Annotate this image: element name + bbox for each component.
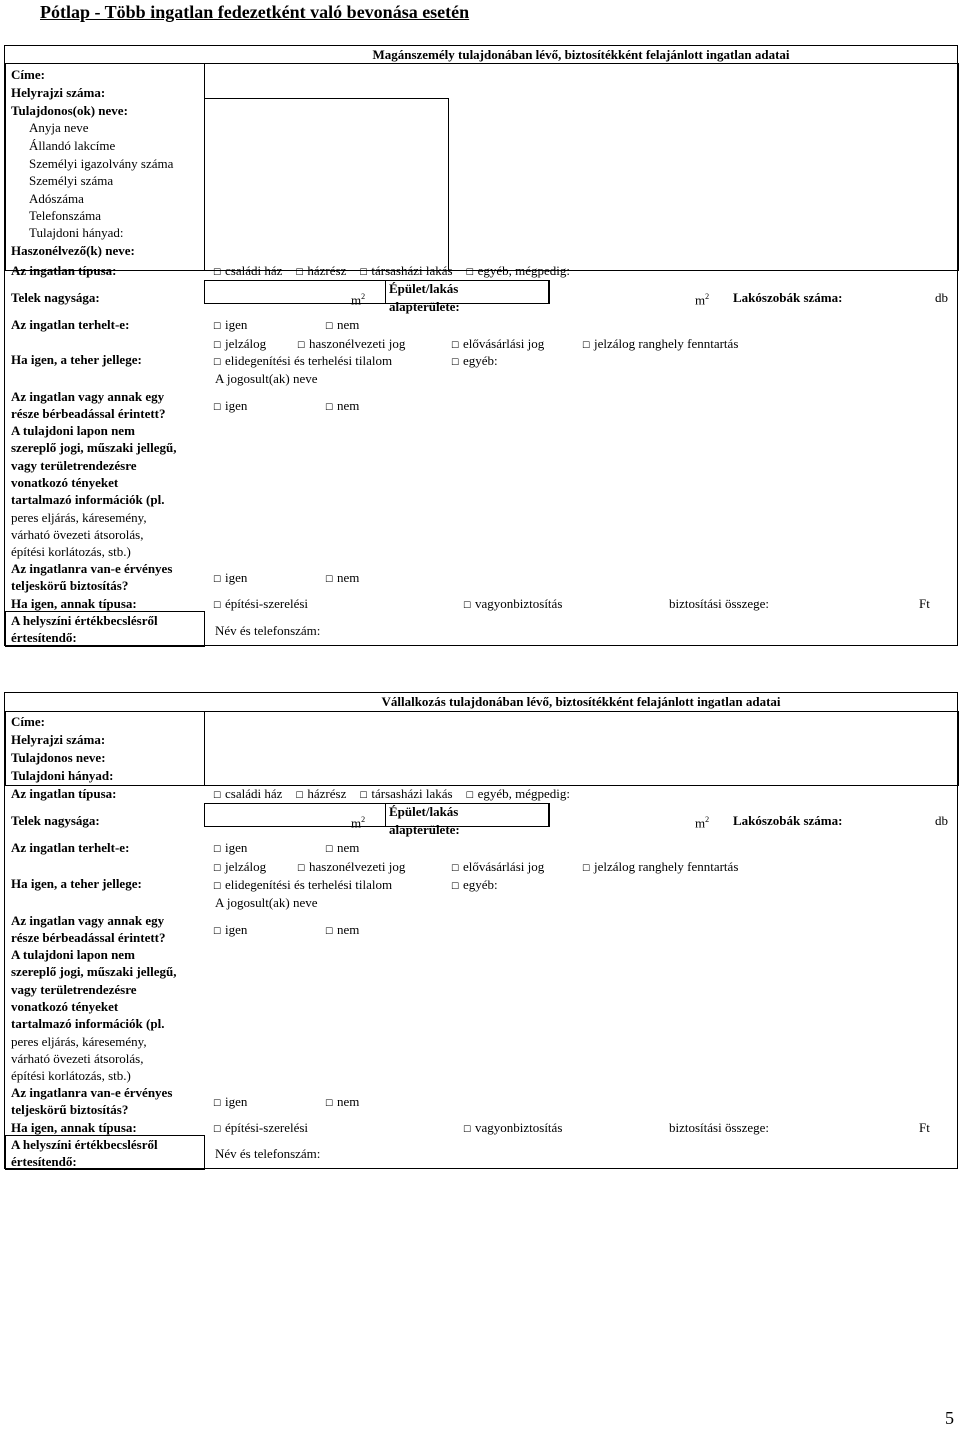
label-lakoszobak: Lakószobák száma:: [733, 290, 843, 305]
label-helyrajzi: Helyrajzi száma:: [11, 732, 106, 747]
checkbox-icon[interactable]: ☐: [359, 268, 368, 278]
label-szemelyi-szam: Személyi száma: [29, 173, 114, 188]
page-title: Pótlap - Több ingatlan fedezetként való bevonása esetén: [40, 2, 470, 22]
label-haszonelvezo: Haszonélvező(k) neve:: [11, 243, 135, 258]
label-berbeadas: része bérbeadással érintett?: [11, 930, 166, 945]
label-ertekbecsles: értesítendő:: [11, 1154, 77, 1169]
checkbox-icon[interactable]: ☐: [465, 268, 474, 278]
checkbox-icon[interactable]: ☐: [451, 341, 460, 351]
checkbox-icon[interactable]: ☐: [213, 1125, 222, 1135]
label-telek: Telek nagysága:: [11, 290, 100, 305]
checkbox-icon[interactable]: ☐: [297, 864, 306, 874]
label-terhelt: Az ingatlan terhelt-e:: [11, 317, 130, 332]
checkbox-icon[interactable]: ☐: [295, 268, 304, 278]
label-cime: Címe:: [11, 714, 45, 729]
checkbox-icon[interactable]: ☐: [213, 864, 222, 874]
checkbox-icon[interactable]: ☐: [213, 341, 222, 351]
label-biztositas: teljeskörű biztosítás?: [11, 578, 129, 593]
label-info: A tulajdoni lapon nem: [11, 947, 135, 962]
label-osszeg: biztosítási összege:: [669, 596, 770, 611]
checkbox-icon[interactable]: ☐: [325, 403, 334, 413]
label-anyja-neve: Anyja neve: [29, 120, 89, 135]
checkbox-icon[interactable]: ☐: [582, 341, 591, 351]
label-jogosult: A jogosult(ak) neve: [215, 895, 318, 910]
label-epulet: Épület/lakás: [389, 281, 459, 296]
checkbox-icon[interactable]: ☐: [213, 1099, 222, 1109]
label-cime: Címe:: [11, 67, 45, 82]
checkbox-icon[interactable]: ☐: [325, 322, 334, 332]
checkbox-icon[interactable]: ☐: [465, 791, 474, 801]
checkbox-icon[interactable]: ☐: [582, 864, 591, 874]
section-header: Magánszemély tulajdonában lévő, biztosítékként felajánlott ingatlan adatai: [372, 47, 790, 62]
label-teher: Ha igen, a teher jellege:: [11, 352, 142, 367]
checkbox-icon[interactable]: ☐: [451, 882, 460, 892]
checkbox-icon[interactable]: ☐: [213, 791, 222, 801]
checkbox-icon[interactable]: ☐: [213, 882, 222, 892]
checkbox-icon[interactable]: ☐: [451, 864, 460, 874]
label-ertekbecsles: értesítendő:: [11, 630, 77, 645]
checkbox-icon[interactable]: ☐: [325, 1099, 334, 1109]
label-tulajdonos: Tulajdonos(ok) neve:: [11, 103, 128, 118]
checkbox-icon[interactable]: ☐: [325, 575, 334, 585]
label-szig: Személyi igazolvány száma: [29, 156, 174, 171]
label-tipus: Az ingatlan típusa:: [11, 263, 117, 278]
checkbox-icon[interactable]: ☐: [213, 268, 222, 278]
label-lakoszobak: Lakószobák száma:: [733, 813, 843, 828]
label-biztositas: teljeskörű biztosítás?: [11, 1102, 129, 1117]
checkbox-icon[interactable]: ☐: [213, 601, 222, 611]
label-nev-tel: Név és telefonszám:: [215, 1146, 321, 1161]
label-biz-tipus: Ha igen, annak típusa:: [11, 1120, 137, 1135]
label-tipus: Az ingatlan típusa:: [11, 786, 117, 801]
checkbox-icon[interactable]: ☐: [297, 341, 306, 351]
label-telefon: Telefonszáma: [29, 208, 101, 223]
type-options: ☐ családi ház ☐ házrész ☐ társasházi lakás ☐ egyéb, mégpedig:: [213, 785, 570, 805]
checkbox-icon[interactable]: ☐: [463, 1125, 472, 1135]
label-epulet: Épület/lakás: [389, 804, 459, 819]
label-biz-tipus: Ha igen, annak típusa:: [11, 596, 137, 611]
label-hanyad: Tulajdoni hányad:: [29, 225, 124, 240]
checkbox-icon[interactable]: ☐: [213, 358, 222, 368]
label-nev-tel: Név és telefonszám:: [215, 623, 321, 638]
section-header: Vállalkozás tulajdonában lévő, biztosítékként felajánlott ingatlan adatai: [381, 694, 781, 709]
business-property-section: Vállalkozás tulajdonában lévő, biztosítékként felajánlott ingatlan adatai Címe: Helyrajzi száma: Tulajdonos neve: Tulajdoni hányad: Az ingatlan típusa: ☐ családi ház ☐ házrész ☐ társasházi lakás ☐ egyéb, mégpedig: Telek nagysága: $m^2$ Épület/lakás alapterülete: $m^2$ Lakószobák száma: db Az ingatlan terhelt-e: ☐ igen ☐ nem Ha igen, a teher jellege: ☐ jelzálog ☐ haszonélvezeti jog ☐ elővásárlási jog ☐ jelzálog ranghely fenntartás ☐ elidegenítési és terhelési tilalom ☐ egyéb: A jogosult(ak) neve Az ingatlan vagy annak egy része bérbeadással érintett? ☐ igen ☐ nem A tulajdoni lapon nem szereplő jogi, műszaki jellegű, vagy területrendezésre vonatkozó tényeket tartalmazó információk (pl. peres eljárás, káresemény, várható övezeti átsorolás, építési korlátozás, stb.) Az ingatlanra van-e érvényes teljeskörű biztosítás? ☐ igen ☐ nem Ha igen, annak típusa: ☐ építési-szerelési ☐ vagyonbiztosítás biztosítási összege: Ft A helyszíni értékbecslésről értesítendő: Név és telefonszám:: [4, 692, 958, 1169]
label-terhelt: Az ingatlan terhelt-e:: [11, 840, 130, 855]
checkbox-icon[interactable]: ☐: [213, 403, 222, 413]
page-number: 5: [945, 1408, 954, 1428]
type-options: ☐ családi ház ☐ házrész ☐ társasházi lakás ☐ egyéb, mégpedig:: [213, 262, 570, 282]
checkbox-icon[interactable]: ☐: [359, 791, 368, 801]
label-adoszam: Adószáma: [29, 191, 84, 206]
label-berbeadas: része bérbeadással érintett?: [11, 406, 166, 421]
checkbox-icon[interactable]: ☐: [463, 601, 472, 611]
label-lakcim: Állandó lakcíme: [29, 138, 116, 153]
label-info: A tulajdoni lapon nem: [11, 423, 135, 438]
label-jogosult: A jogosult(ak) neve: [215, 371, 318, 386]
checkbox-icon[interactable]: ☐: [295, 791, 304, 801]
checkbox-icon[interactable]: ☐: [213, 927, 222, 937]
checkbox-icon[interactable]: ☐: [325, 927, 334, 937]
label-hanyad: Tulajdoni hányad:: [11, 768, 114, 783]
checkbox-icon[interactable]: ☐: [213, 845, 222, 855]
checkbox-icon[interactable]: ☐: [325, 845, 334, 855]
checkbox-icon[interactable]: ☐: [213, 575, 222, 585]
label-tulajdonos: Tulajdonos neve:: [11, 750, 106, 765]
checkbox-icon[interactable]: ☐: [213, 322, 222, 332]
label-telek: Telek nagysága:: [11, 813, 100, 828]
label-osszeg: biztosítási összege:: [669, 1120, 770, 1135]
private-property-section: Magánszemély tulajdonában lévő, biztosítékként felajánlott ingatlan adatai Címe: Helyrajzi száma: Tulajdonos(ok) neve: Anyja neve Állandó lakcíme Személyi igazolvány száma Személyi száma Adószáma Telefonszáma Tulajdoni hányad: Haszonélvező(k) neve: Az ingatlan típusa: ☐ családi ház ☐ házrész ☐ társasházi lakás ☐ egyéb, mégpedig: Telek nagysága: $m^2$ Épület/lakás alapterülete: $m^2$ Lakószobák száma: db Az ingatlan terhelt-e: ☐ igen ☐ nem Ha igen, a teher jellege: ☐ jelzálog ☐ haszonélvezeti jog ☐ elővásárlási jog ☐ jelzálog ranghely fenntartás ☐ elidegenítési és terhelési tilalom ☐ egyéb: A jogosult(ak) neve Az ingatlan vagy annak egy része bérbeadással érintett? ☐ igen ☐ nem A tulajdoni lapon nem szereplő jogi, műszaki jellegű, vagy területrendezésre vonatkozó tényeket tartalmazó információk (pl. peres eljárás, káresemény, várható övezeti átsorolás, építési korlátozás, stb.) Az ingatlanra van-e érvényes teljeskörű biztosítás? ☐ igen ☐ nem Ha igen, annak típusa: ☐ építési-szerelési ☐ vagyonbiztosítás biztosítási összege: Ft A helyszíni értékbecslésről értesítendő: Név és telefonszám:: [4, 45, 958, 646]
checkbox-icon[interactable]: ☐: [451, 358, 460, 368]
label-helyrajzi: Helyrajzi száma:: [11, 85, 106, 100]
label-teher: Ha igen, a teher jellege:: [11, 876, 142, 891]
